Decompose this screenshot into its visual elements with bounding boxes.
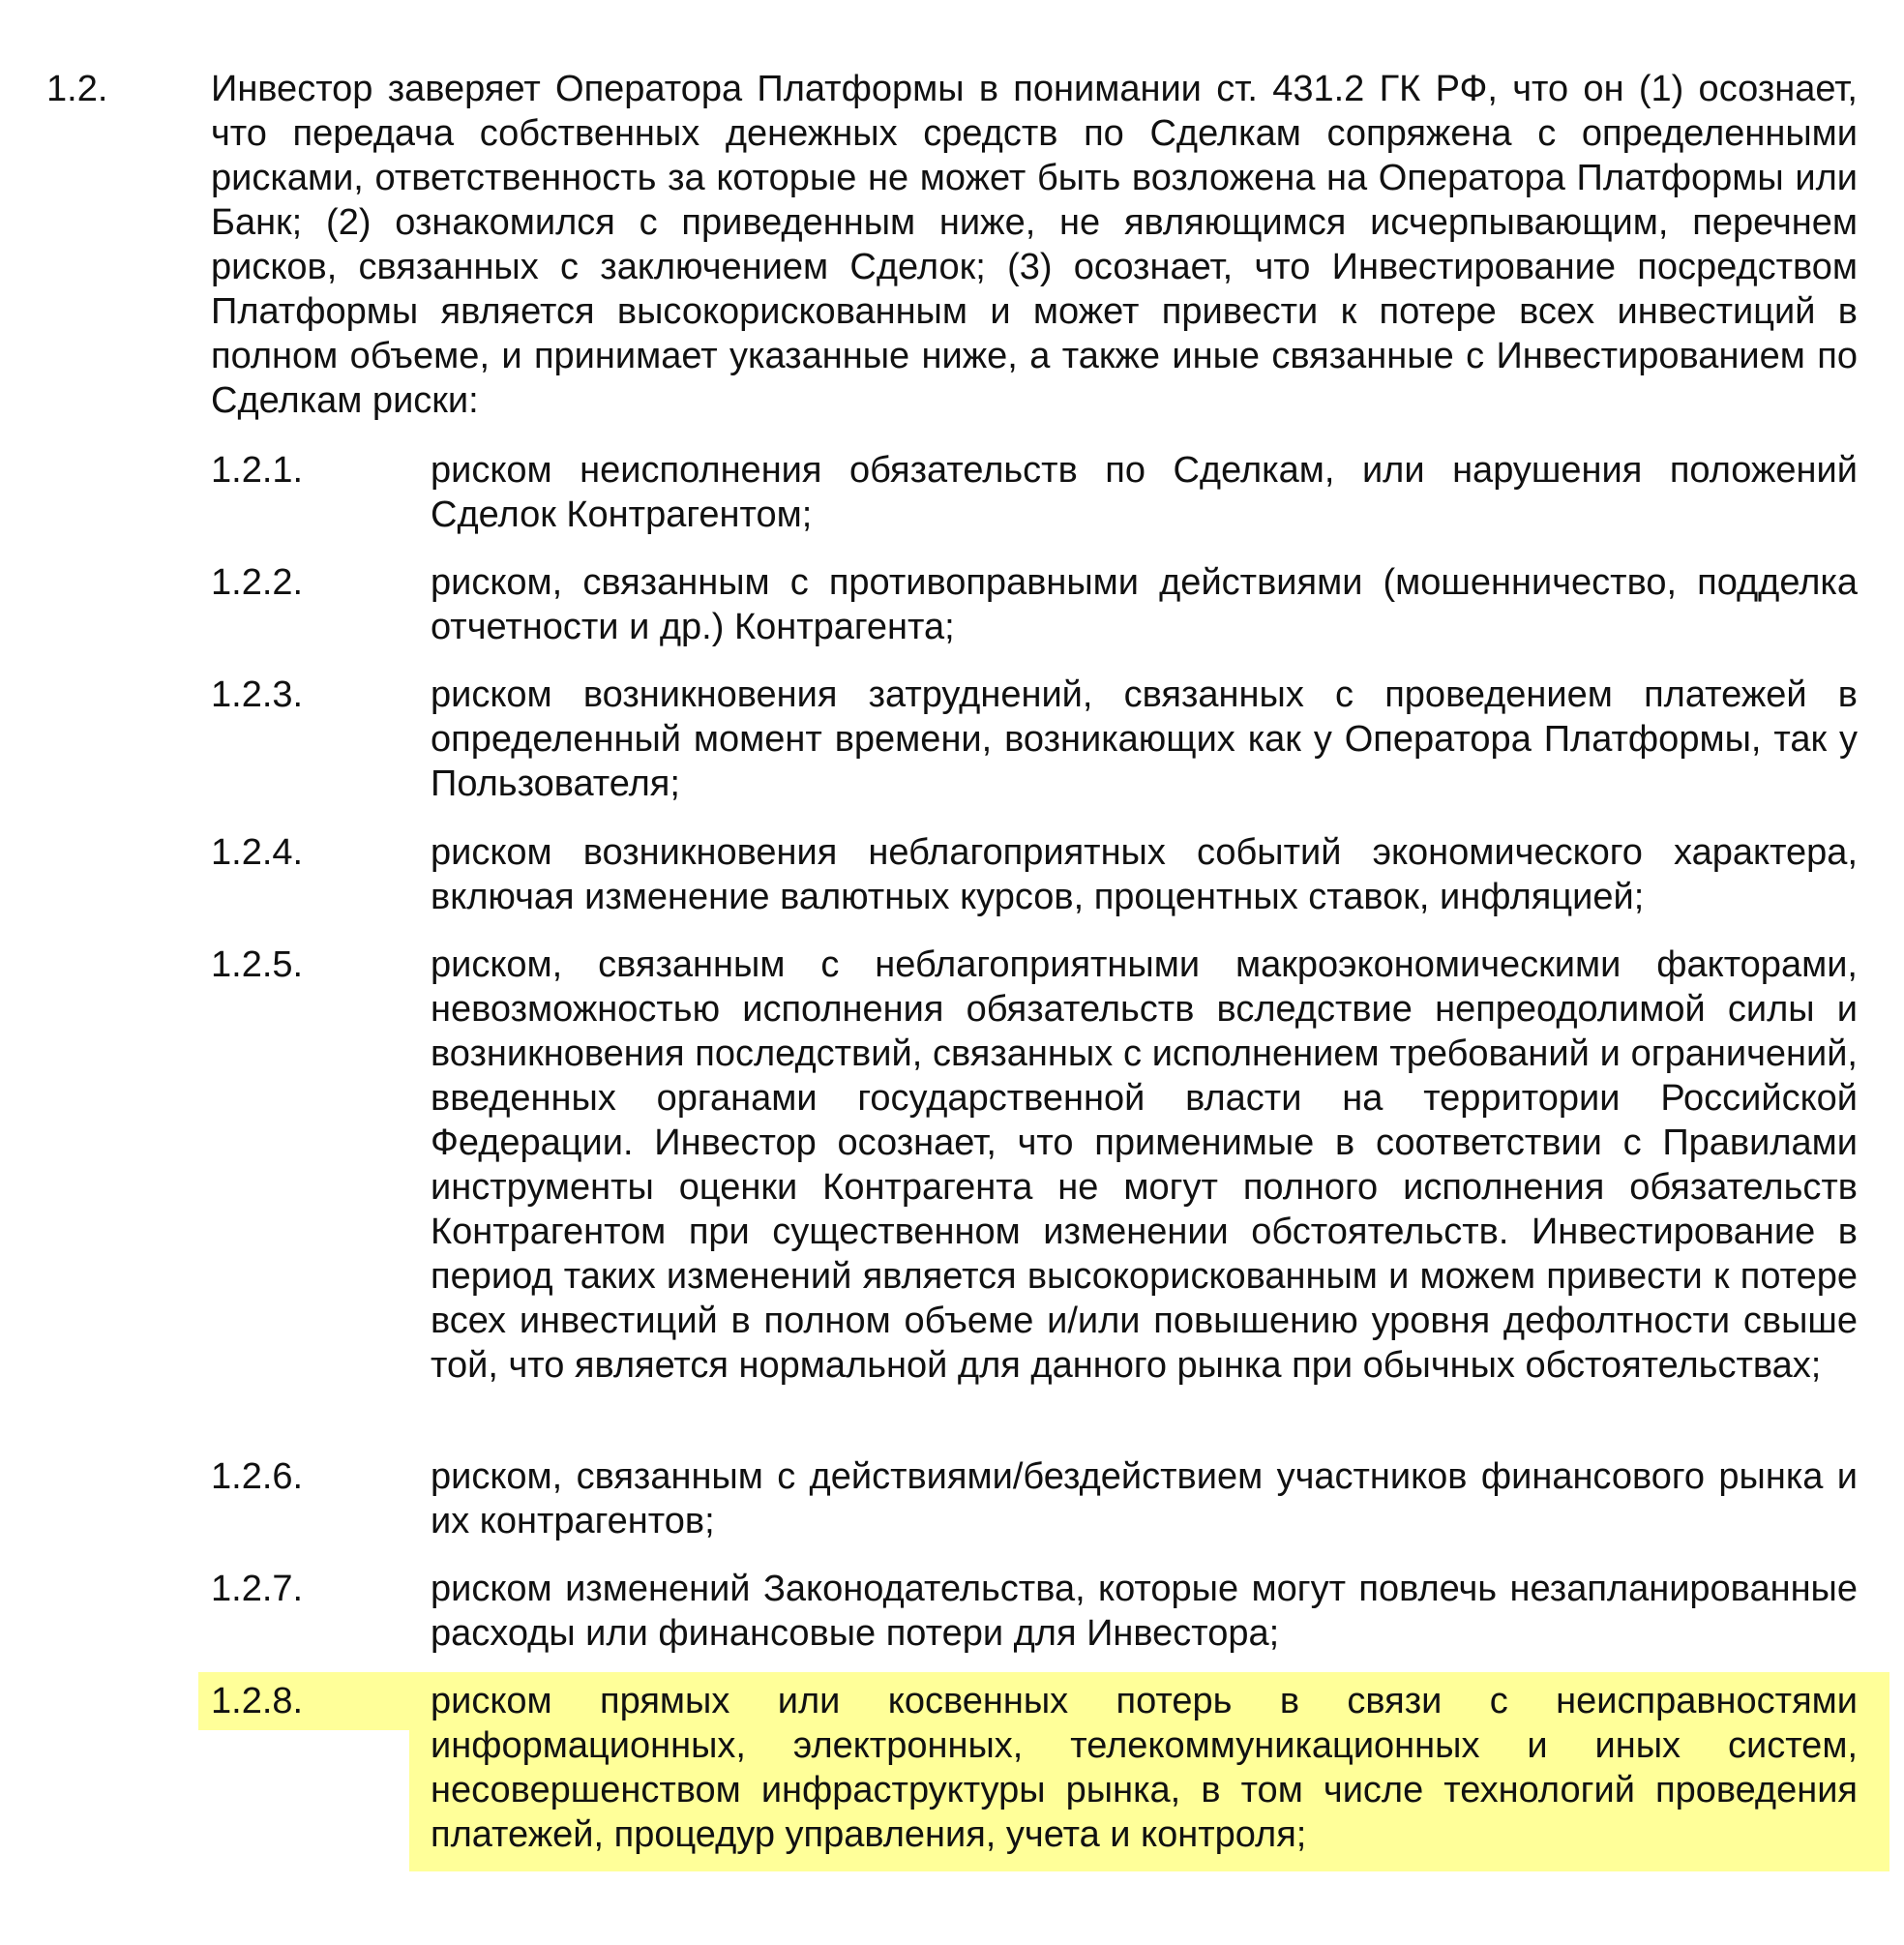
subclause-number: 1.2.6. bbox=[211, 1456, 304, 1497]
subclause-text: риском возникновения неблагоприятных событий экономического характера, включая изменение валютных курсов, процентных ставок, инфляцией; bbox=[431, 832, 1858, 917]
subclause-number: 1.2.2. bbox=[211, 562, 304, 603]
subclause-text: риском, связанным с противоправными действиями (мошенничество, подделка отчетности и др.) Контрагента; bbox=[431, 562, 1858, 647]
subclause-text: риском возникновения затруднений, связанных с проведением платежей в определенный момент времени, возникающих как у Оператора Платформы, так у Пользователя; bbox=[431, 674, 1858, 804]
subclause-number: 1.2.3. bbox=[211, 674, 304, 715]
subclause-text: риском изменений Законодательства, которые могут повлечь незапланированные расходы или финансовые потери для Инвестора; bbox=[431, 1569, 1858, 1654]
subclause-text-highlighted: риском прямых или косвенных потерь в связи с неисправностями информационных, электронных, телекоммуникационных и иных систем, несовершенством инфраструктуры рынка, в том числе технологий проведения платежей, процедур управления, учета и контроля; bbox=[431, 1681, 1858, 1855]
subclause-number-highlighted: 1.2.8. bbox=[211, 1681, 304, 1721]
subclause-text: риском, связанным с неблагоприятными макроэкономическими факторами, невозможностью исполнения обязательств вследствие непреодолимой силы и возникновения последствий, связанных с исполнением требований и ограничений, введенных органами государственной власти на территории Российской Федерации. Инвестор осознает, что применимые в соответствии с Правилами инструменты оценки Контрагента не могут полного исполнения обязательств Контрагентом при существенном изменении обстоятельств. Инвестирование в период таких изменений является высокорискованным и можем привести к потере всех инвестиций в полном объеме и/или повышению уровня дефолтности свыше той, что является нормальной для данного рынка при обычных обстоятельствах; bbox=[431, 944, 1858, 1386]
subclause-text: риском, связанным с действиями/бездействием участников финансового рынка и их контрагентов; bbox=[431, 1456, 1858, 1541]
subclause-number: 1.2.4. bbox=[211, 832, 304, 873]
clause-number: 1.2. bbox=[46, 69, 108, 109]
subclause-number: 1.2.1. bbox=[211, 450, 304, 491]
subclause-number: 1.2.5. bbox=[211, 944, 304, 985]
subclause-number: 1.2.7. bbox=[211, 1569, 304, 1609]
subclause-text: риском неисполнения обязательств по Сделкам, или нарушения положений Сделок Контрагентом; bbox=[431, 450, 1858, 535]
clause-text: Инвестор заверяет Оператора Платформы в понимании ст. 431.2 ГК РФ, что он (1) осознает, что передача собственных денежных средств по Сделкам сопряжена с определенными рисками, ответственность за которые не может быть возложена на Оператора Платформы или Банк; (2) ознакомился с приведенным ниже, не являющимся исчерпывающим, перечнем рисков, связанных с заключением Сделок; (3) осознает, что Инвестирование посредством Платформы является высокорискованным и может привести к потере всех инвестиций в полном объеме, и принимает указанные ниже, а также иные связанные с Инвестированием по Сделкам риски: bbox=[211, 69, 1858, 421]
